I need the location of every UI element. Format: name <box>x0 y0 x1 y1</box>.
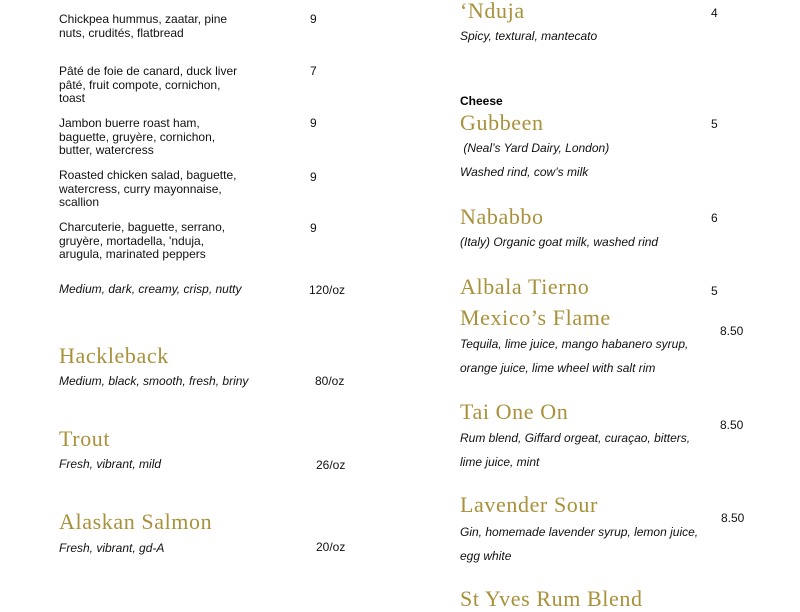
cocktail-name: Lavender Sour <box>460 492 598 517</box>
cocktail-name: St Yves Rum Blend <box>460 586 643 611</box>
nduja-description: Spicy, textural, mantecato <box>460 29 598 43</box>
caviar-name: Alaskan Salmon <box>59 509 213 534</box>
cocktail-name: Mexico’s Flame <box>460 305 611 330</box>
menu-item-description: Chickpea hummus, zaatar, pine nuts, crudités, flatbread <box>59 12 228 40</box>
caviar-price: 20/oz <box>316 540 346 554</box>
caviar-price: 120/oz <box>309 283 346 297</box>
caviar-description: Medium, black, smooth, fresh, briny <box>59 374 249 388</box>
menu-item-description: Pâté de foie de canard, duck liver pâté, fruit compote, cornichon, toast <box>59 64 238 105</box>
cocktail-description-line: Gin, homemade lavender syrup, lemon juice, <box>460 525 699 539</box>
cocktail-price: 8.50 <box>720 324 744 338</box>
cheese-price: 5 <box>711 117 718 131</box>
caviar-description: Fresh, vibrant, mild <box>59 457 162 471</box>
menu-item-price: 9 <box>310 12 317 26</box>
cheese-section-heading: Cheese <box>460 94 503 108</box>
cheese-price: 5 <box>711 284 718 298</box>
nduja-name: ‘Nduja <box>460 0 525 23</box>
cocktail-description-line: lime juice, mint <box>460 455 540 469</box>
cocktail-price: 8.50 <box>720 418 744 432</box>
cocktail-description-line: Tequila, lime juice, mango habanero syrup, <box>460 337 689 351</box>
cheese-origin: (Neal’s Yard Dairy, London) <box>460 141 610 155</box>
cheese-price: 6 <box>711 211 718 225</box>
menu-item-price: 7 <box>310 64 317 78</box>
cocktail-description-line: Rum blend, Giffard orgeat, curaçao, bitters, <box>460 431 691 445</box>
cocktail-name: Tai One On <box>460 399 569 424</box>
nduja-price: 4 <box>711 6 718 20</box>
page-break-clip <box>59 282 359 303</box>
cheese-name: Nababbo <box>460 204 544 229</box>
caviar-price: 80/oz <box>315 374 345 388</box>
cheese-description: Washed rind, cow’s milk <box>460 165 589 179</box>
menu-item-description: Charcuterie, baguette, serrano, gruyère, mortadella, 'nduja, arugula, marinated peppers <box>59 220 226 261</box>
caviar-name: Hackleback <box>59 343 169 368</box>
menu-item-price: 9 <box>310 221 317 235</box>
cheese-name: Gubbeen <box>460 110 544 135</box>
cocktail-description-line: orange juice, lime wheel with salt rim <box>460 361 656 375</box>
caviar-description: Fresh, vibrant, gd-A <box>59 541 165 555</box>
cocktail-description-line: egg white <box>460 549 512 563</box>
cheese-description: (Italy) Organic goat milk, washed rind <box>460 235 659 249</box>
caviar-name: Trout <box>59 426 111 451</box>
caviar-price: 26/oz <box>316 458 346 472</box>
menu-item-price: 9 <box>310 170 317 184</box>
cheese-name: Albala Tierno <box>460 274 590 299</box>
menu-item-description: Jambon buerre roast ham, baguette, gruyère, cornichon, butter, watercress <box>59 116 216 157</box>
page-bottom-clip <box>460 586 720 611</box>
caviar-description: Medium, dark, creamy, crisp, nutty <box>59 282 242 296</box>
menu-item-price: 9 <box>310 116 317 130</box>
cocktail-price: 8.50 <box>721 511 745 525</box>
menu-item-description: Roasted chicken salad, baguette, watercress, curry mayonnaise, scallion <box>59 168 237 209</box>
